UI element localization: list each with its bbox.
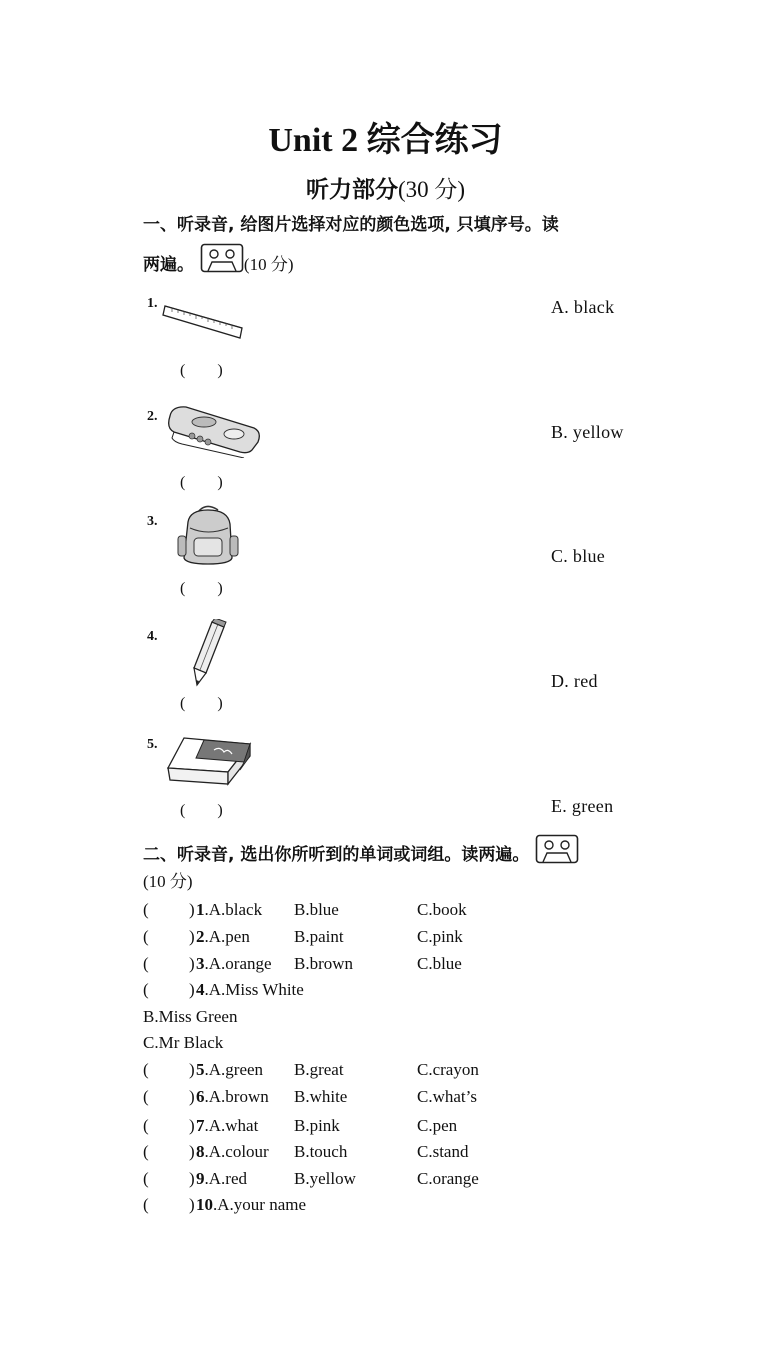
question-number: 4 <box>196 980 205 999</box>
question-option-c: C.what’s <box>417 1087 477 1106</box>
answer-paren-close: ) <box>189 1195 195 1214</box>
cassette-icon <box>535 834 579 864</box>
question-option-a <box>196 1192 306 1218</box>
question-row <box>143 897 643 923</box>
option-a-text: .A.green <box>204 1060 264 1079</box>
question-option-c: C.blue <box>417 954 462 973</box>
question-option-c: C.crayon <box>417 1060 479 1079</box>
question-option-a <box>196 924 250 950</box>
question-option-c: C.Mr Black <box>143 1033 224 1052</box>
question-row <box>143 951 643 977</box>
question-number: 3 <box>196 954 205 973</box>
answer-paren-open[interactable]: ( <box>143 1195 149 1214</box>
answer-paren[interactable]: ( ) <box>180 695 223 712</box>
option-e: E. green <box>551 796 614 816</box>
pencil-icon <box>190 619 230 687</box>
section-subtitle <box>0 171 771 204</box>
answer-paren-open[interactable]: ( <box>143 900 149 919</box>
option-a-text: .A.Miss White <box>204 980 304 999</box>
school-bag-icon <box>176 502 240 566</box>
question-option-b: B.white <box>294 1087 348 1106</box>
answer-paren[interactable]: ( ) <box>180 362 223 379</box>
item-number: 1. <box>147 296 158 311</box>
question-row <box>143 1057 643 1083</box>
ruler-icon <box>162 300 246 342</box>
page-title: Unit 2 综合练习 <box>268 122 503 159</box>
part2-points: (10 分) <box>143 872 193 891</box>
question-row <box>143 1192 643 1218</box>
option-c: C. blue <box>551 546 606 566</box>
question-row <box>143 1139 643 1165</box>
subtitle-text: 听力部分 <box>305 177 398 202</box>
answer-paren-open[interactable]: ( <box>143 1060 149 1079</box>
option-a-text: .A.black <box>204 900 263 919</box>
part1-instruction-line2 <box>143 250 294 275</box>
subtitle-points: (30 分) <box>397 177 466 202</box>
question-number: 2 <box>196 927 205 946</box>
part1-points: (10 分) <box>243 255 294 274</box>
question-option-b: B.Miss Green <box>143 1007 238 1026</box>
part1-instruction-line1: 一、听录音, 给图片选择对应的颜色选项, 只填序号。读 <box>143 215 559 235</box>
question-option-b: B.great <box>294 1060 344 1079</box>
question-number: 8 <box>196 1142 205 1161</box>
question-option-b: B.blue <box>294 900 339 919</box>
answer-paren-close: ) <box>189 1087 195 1106</box>
question-option-b: B.touch <box>294 1142 348 1161</box>
pencil-case-icon <box>164 402 264 458</box>
question-row <box>143 924 643 950</box>
option-a-text: .A.colour <box>204 1142 269 1161</box>
option-a-text: .A.what <box>204 1116 259 1135</box>
question-option-a <box>196 1057 263 1083</box>
question-option-c: C.book <box>417 900 467 919</box>
question-number: 7 <box>196 1116 205 1135</box>
option-b: B. yellow <box>551 422 624 442</box>
answer-paren-close: ) <box>189 1116 195 1135</box>
question-number: 5 <box>196 1060 205 1079</box>
answer-paren-open[interactable]: ( <box>143 1087 149 1106</box>
answer-paren-open[interactable]: ( <box>143 1116 149 1135</box>
answer-paren-close: ) <box>189 954 195 973</box>
option-a-text: .A.pen <box>204 927 250 946</box>
question-option-a <box>196 1113 258 1139</box>
answer-paren-close: ) <box>189 1169 195 1188</box>
question-option-a <box>196 951 272 977</box>
question-option-a <box>196 977 304 1003</box>
part1-instruction-text: 两遍。 <box>143 255 194 275</box>
option-d: D. red <box>551 671 598 691</box>
option-a-text: .A.your name <box>213 1195 307 1214</box>
question-number: 9 <box>196 1169 205 1188</box>
answer-paren-open[interactable]: ( <box>143 1142 149 1161</box>
answer-paren-open[interactable]: ( <box>143 980 149 999</box>
question-number: 10 <box>196 1195 213 1214</box>
option-a-text: .A.orange <box>204 954 272 973</box>
question-row <box>143 1113 643 1139</box>
question-option-a <box>196 1084 269 1110</box>
question-option-c: C.stand <box>417 1142 469 1161</box>
question-option-b: B.brown <box>294 954 354 973</box>
answer-paren-open[interactable]: ( <box>143 927 149 946</box>
item-number: 3. <box>147 514 158 529</box>
answer-paren-close: ) <box>189 980 195 999</box>
eraser-icon <box>166 732 256 788</box>
answer-paren-open[interactable]: ( <box>143 1169 149 1188</box>
answer-paren-open[interactable]: ( <box>143 954 149 973</box>
question-option-c: C.orange <box>417 1169 479 1188</box>
answer-paren[interactable]: ( ) <box>180 802 223 819</box>
question-number: 6 <box>196 1087 205 1106</box>
answer-paren-close: ) <box>189 900 195 919</box>
option-a: A. black <box>551 297 615 317</box>
option-a-text: .A.red <box>204 1169 247 1188</box>
question-option-b: B.pink <box>294 1116 340 1135</box>
answer-paren-close: ) <box>189 1060 195 1079</box>
answer-paren[interactable]: ( ) <box>180 580 223 597</box>
answer-paren[interactable]: ( ) <box>180 474 223 491</box>
answer-paren-close: ) <box>189 927 195 946</box>
question-option-b: B.yellow <box>294 1169 356 1188</box>
answer-paren-close: ) <box>189 1142 195 1161</box>
item-number: 2. <box>147 409 158 424</box>
option-a-text: .A.brown <box>204 1087 269 1106</box>
question-option-a <box>196 1139 269 1165</box>
item-number: 4. <box>147 629 158 644</box>
question-row <box>143 1084 643 1110</box>
part2-instruction-text: 二、听录音, 选出你所听到的单词或词组。读两遍。 <box>143 845 530 865</box>
question-option-c: C.pen <box>417 1116 458 1135</box>
question-option-a <box>196 1166 247 1192</box>
item-number: 5. <box>147 737 158 752</box>
question-row <box>143 1166 643 1192</box>
question-option-c: C.pink <box>417 927 463 946</box>
question-row <box>143 977 643 1003</box>
part2-instruction <box>143 840 579 865</box>
cassette-icon <box>200 243 244 273</box>
question-option-b: B.paint <box>294 927 344 946</box>
question-option-a <box>196 897 262 923</box>
question-number: 1 <box>196 900 205 919</box>
